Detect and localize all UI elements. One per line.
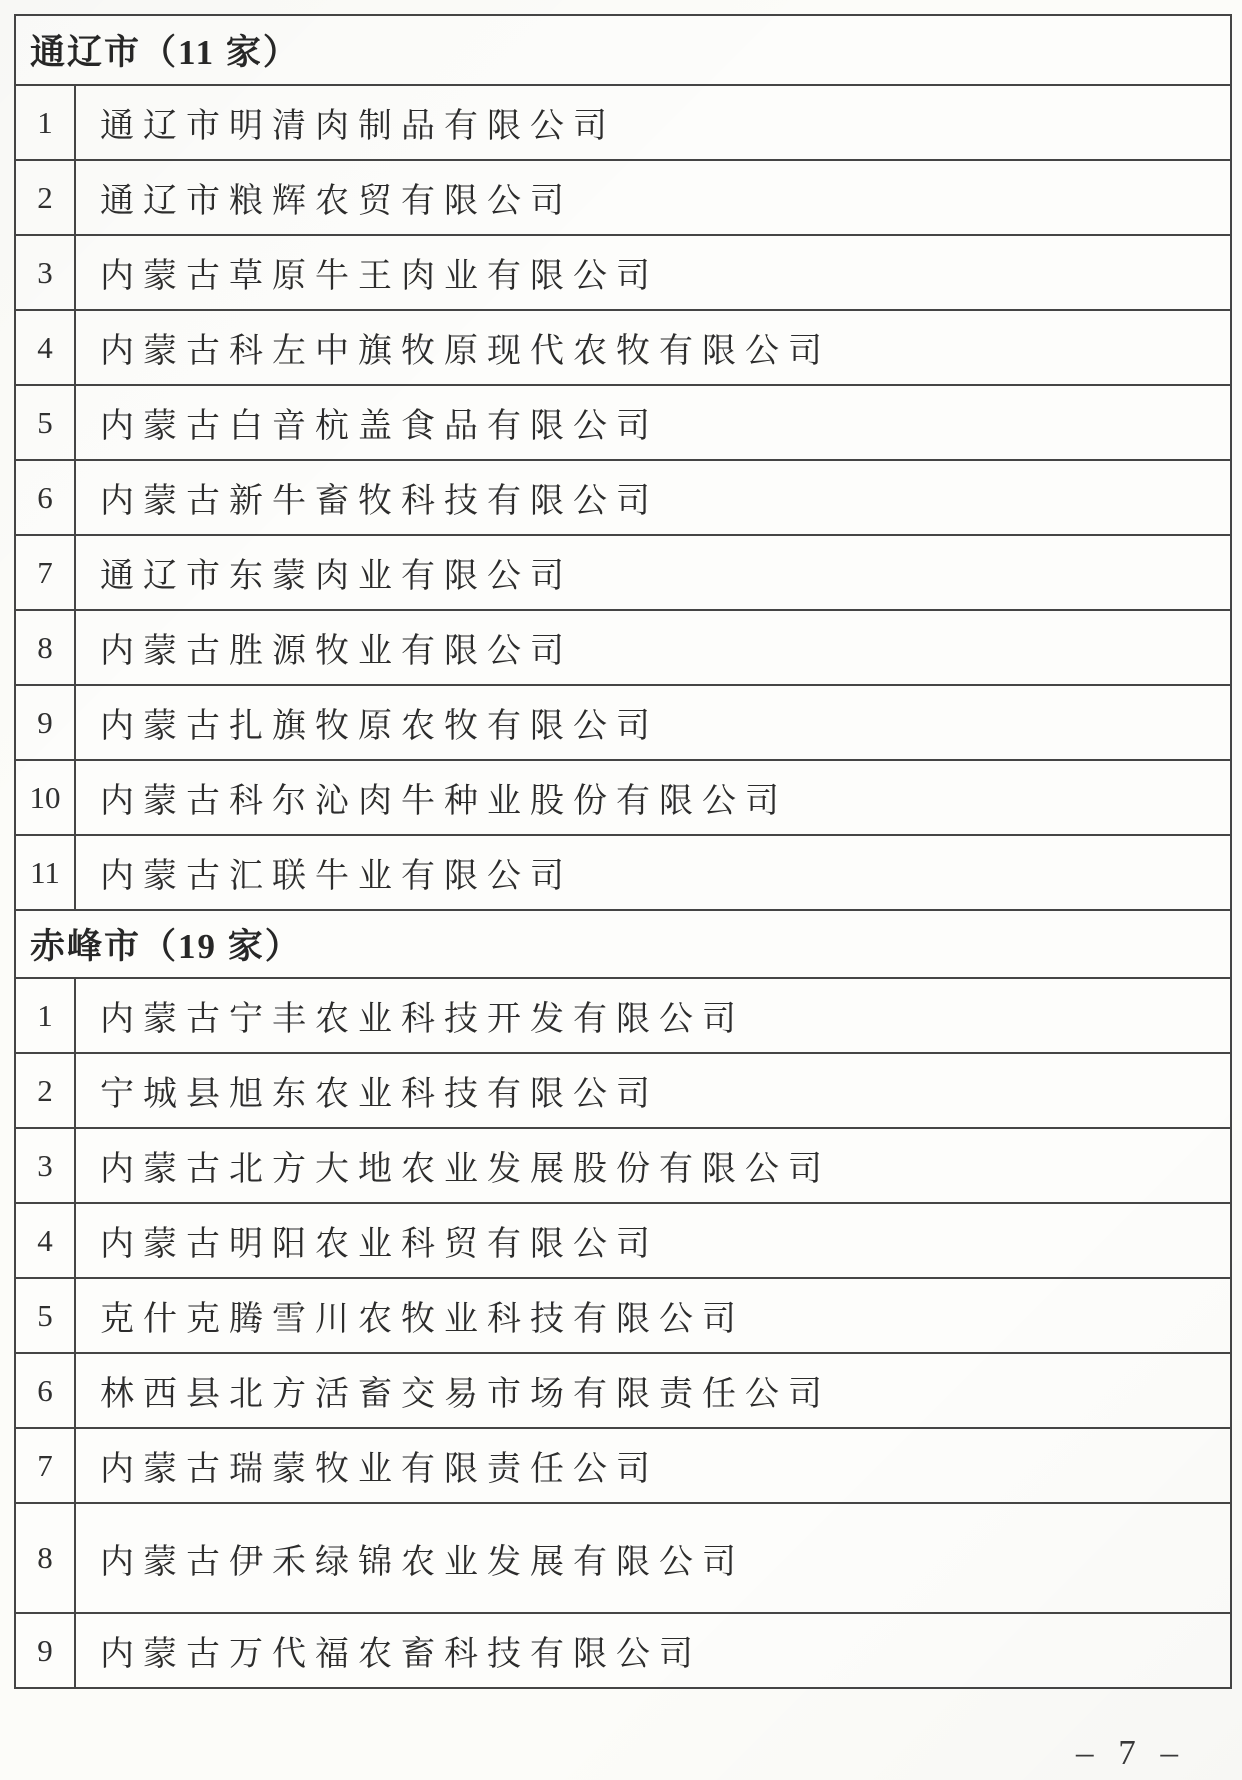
row-number: 3 bbox=[16, 236, 76, 309]
company-name: 内蒙古扎旗牧原农牧有限公司 bbox=[100, 708, 659, 745]
company-name: 内蒙古新牛畜牧科技有限公司 bbox=[100, 483, 659, 520]
row-number: 8 bbox=[16, 611, 76, 684]
table-row bbox=[16, 159, 1230, 234]
company-name: 内蒙古宁丰农业科技开发有限公司 bbox=[100, 1001, 745, 1038]
table-row bbox=[16, 759, 1230, 834]
table-row bbox=[16, 459, 1230, 534]
section-header-row bbox=[16, 909, 1230, 977]
table-row bbox=[16, 1202, 1230, 1277]
table-row bbox=[16, 1052, 1230, 1127]
row-number: 4 bbox=[16, 1204, 76, 1277]
row-number: 8 bbox=[16, 1504, 76, 1612]
table-row bbox=[16, 384, 1230, 459]
row-number: 9 bbox=[16, 686, 76, 759]
row-number: 5 bbox=[16, 1279, 76, 1352]
company-name: 内蒙古北方大地农业发展股份有限公司 bbox=[100, 1151, 831, 1188]
company-name: 宁城县旭东农业科技有限公司 bbox=[100, 1076, 659, 1113]
row-number: 9 bbox=[16, 1614, 76, 1687]
table-row bbox=[16, 1427, 1230, 1502]
row-number: 7 bbox=[16, 536, 76, 609]
company-name: 通辽市东蒙肉业有限公司 bbox=[100, 558, 573, 595]
company-name: 内蒙古瑞蒙牧业有限责任公司 bbox=[100, 1451, 659, 1488]
company-name: 林西县北方活畜交易市场有限责任公司 bbox=[100, 1376, 831, 1413]
table-row bbox=[16, 1127, 1230, 1202]
row-number: 2 bbox=[16, 161, 76, 234]
table-row bbox=[16, 534, 1230, 609]
company-name: 克什克腾雪川农牧业科技有限公司 bbox=[100, 1301, 745, 1338]
section-header-label: 通辽市（11 家） bbox=[30, 33, 300, 72]
table-row bbox=[16, 1612, 1230, 1687]
company-name: 内蒙古科左中旗牧原现代农牧有限公司 bbox=[100, 333, 831, 370]
row-number: 3 bbox=[16, 1129, 76, 1202]
company-name: 内蒙古胜源牧业有限公司 bbox=[100, 633, 573, 670]
company-name: 内蒙古草原牛王肉业有限公司 bbox=[100, 258, 659, 295]
table-row bbox=[16, 1352, 1230, 1427]
row-number: 1 bbox=[16, 979, 76, 1052]
row-number: 11 bbox=[16, 836, 76, 909]
company-name: 内蒙古汇联牛业有限公司 bbox=[100, 858, 573, 895]
table-row bbox=[16, 834, 1230, 909]
row-number: 6 bbox=[16, 461, 76, 534]
company-name: 内蒙古明阳农业科贸有限公司 bbox=[100, 1226, 659, 1263]
company-table bbox=[14, 14, 1232, 1689]
row-number: 1 bbox=[16, 86, 76, 159]
section-header-label: 赤峰市（19 家） bbox=[30, 927, 302, 966]
table-row bbox=[16, 234, 1230, 309]
row-number: 2 bbox=[16, 1054, 76, 1127]
row-number: 10 bbox=[16, 761, 76, 834]
section-header-row bbox=[16, 16, 1230, 84]
table-row bbox=[16, 977, 1230, 1052]
page-number: – 7 – bbox=[1076, 1733, 1186, 1772]
table-row bbox=[16, 1277, 1230, 1352]
company-name: 通辽市粮辉农贸有限公司 bbox=[100, 183, 573, 220]
company-name: 内蒙古科尔沁肉牛种业股份有限公司 bbox=[100, 783, 788, 820]
table-row bbox=[16, 684, 1230, 759]
company-name: 内蒙古白音杭盖食品有限公司 bbox=[100, 408, 659, 445]
company-name: 内蒙古万代福农畜科技有限公司 bbox=[100, 1636, 702, 1673]
table-row bbox=[16, 1502, 1230, 1612]
row-number: 6 bbox=[16, 1354, 76, 1427]
row-number: 4 bbox=[16, 311, 76, 384]
row-number: 7 bbox=[16, 1429, 76, 1502]
table-row bbox=[16, 84, 1230, 159]
company-name: 通辽市明清肉制品有限公司 bbox=[100, 108, 616, 145]
row-number: 5 bbox=[16, 386, 76, 459]
company-name: 内蒙古伊禾绿锦农业发展有限公司 bbox=[100, 1543, 745, 1581]
table-row bbox=[16, 609, 1230, 684]
table-row bbox=[16, 309, 1230, 384]
